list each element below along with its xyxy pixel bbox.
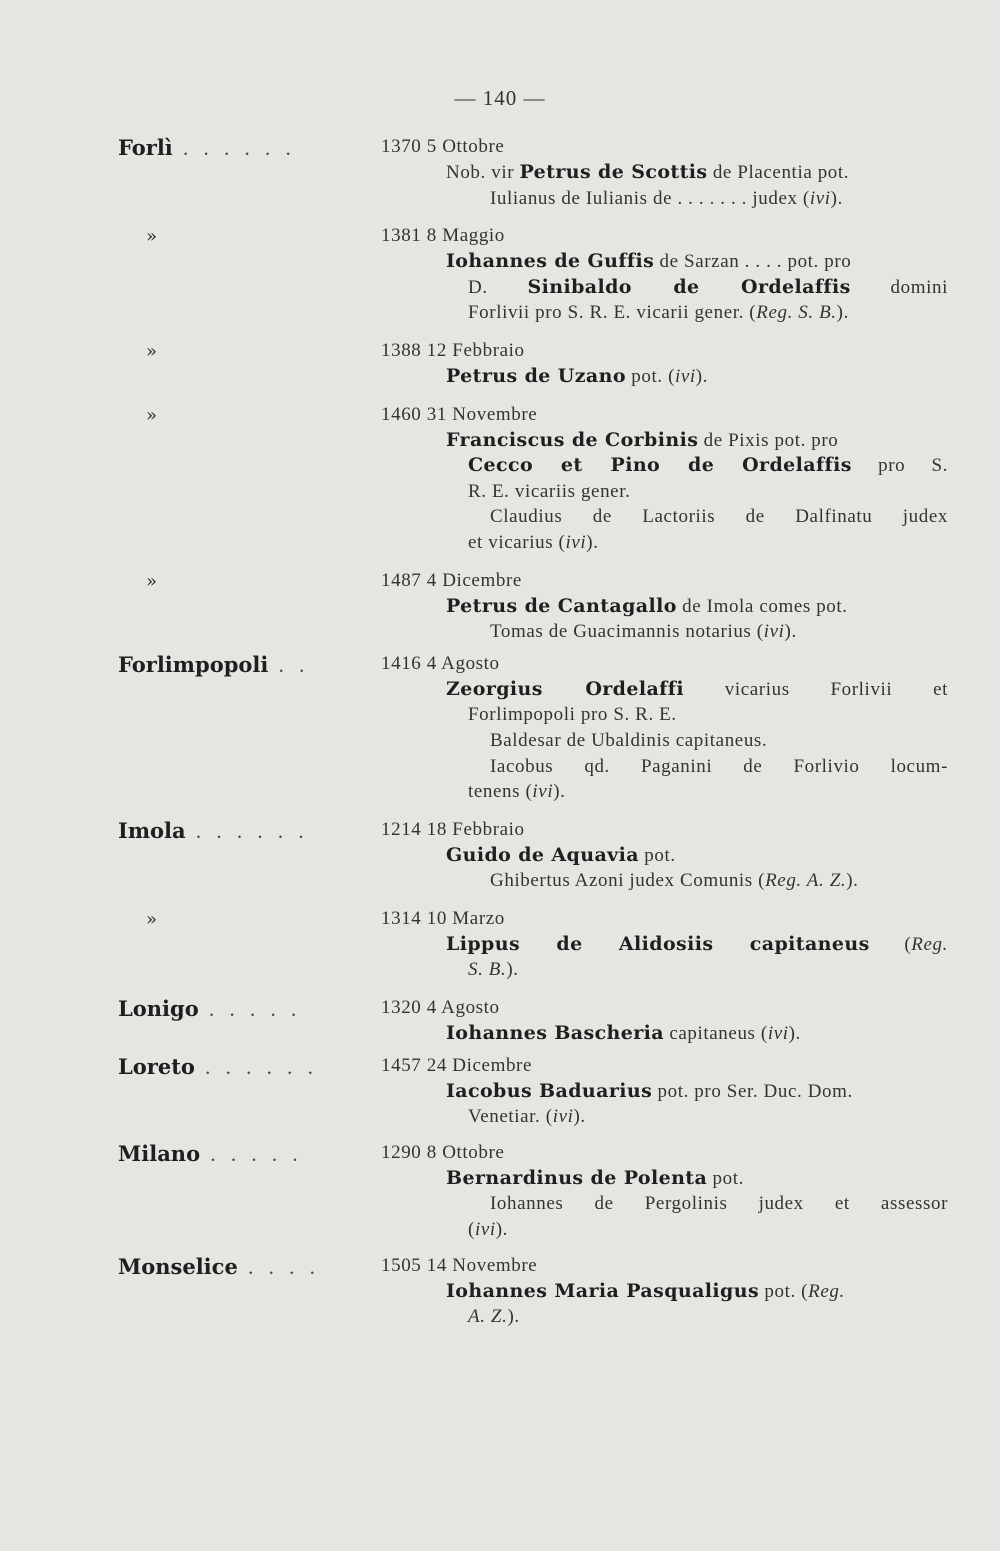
leader-dots: . . . . . <box>198 997 302 1022</box>
entry-date: 1214 18 Febbraio <box>381 818 525 840</box>
place-name <box>118 1140 358 1168</box>
text-line <box>468 453 948 479</box>
text-fragment: de Pixis pot. pro <box>698 429 839 451</box>
official-name: Bernardinus de Polenta <box>446 1166 708 1189</box>
entry-date: 1388 12 Febbraio <box>381 339 525 361</box>
entry-date: 1460 31 Novembre <box>381 403 538 425</box>
leader-dots: . . . . . . <box>194 1054 318 1079</box>
place-name <box>118 651 358 679</box>
leader-dots: . . . . . . <box>172 136 296 160</box>
source-reference: ivi <box>767 1023 789 1045</box>
text-line <box>446 843 948 869</box>
text-fragment: Iulianus de Iulianis de . . . . . . . judex ( <box>490 187 810 209</box>
place-label: Lonigo <box>118 996 199 1022</box>
text-fragment: pot. <box>707 1167 744 1189</box>
text-line <box>468 779 948 805</box>
leader-dots: . . . . . . <box>185 818 309 843</box>
text-line <box>446 594 948 620</box>
text-line <box>490 728 948 754</box>
text-fragment: ). <box>788 1023 801 1045</box>
text-line <box>468 1104 948 1130</box>
entry-date: 1381 8 Maggio <box>381 225 505 247</box>
text-fragment: Ghibertus Azoni judex Comunis ( <box>490 870 766 892</box>
text-fragment: Venetiar. ( <box>468 1106 553 1128</box>
text-fragment: de Sarzan . . . . pot. pro <box>654 251 852 273</box>
entry-date: 1290 8 Ottobre <box>381 1141 505 1163</box>
text-line <box>468 479 948 505</box>
entry-date: 1370 5 Ottobre <box>381 136 505 157</box>
register-entry <box>0 1140 1000 1243</box>
official-name: Sinibaldo de Ordelaffis <box>527 275 851 298</box>
text-line <box>468 300 948 326</box>
leader-dots: . . . . <box>237 1254 320 1279</box>
text-fragment: domini <box>850 276 948 298</box>
text-fragment: ( <box>869 933 912 955</box>
place-label: » <box>146 570 158 592</box>
place-label: » <box>146 340 158 362</box>
text-line <box>490 504 948 530</box>
entry-date: 1320 4 Agosto <box>381 997 500 1019</box>
text-fragment: Iacobus qd. Paganini de Forlivio locum- <box>490 755 948 777</box>
place-name <box>118 1253 358 1281</box>
official-name: Lippus de Alidosiis capitaneus <box>446 932 870 955</box>
text-fragment: pot. pro Ser. Duc. Dom. <box>652 1080 853 1102</box>
text-line <box>468 702 948 728</box>
text-fragment: R. E. vicariis gener. <box>468 480 631 502</box>
place-label: Loreto <box>118 1053 195 1079</box>
text-line <box>468 957 948 983</box>
place-name <box>118 817 358 845</box>
text-fragment: pot. <box>638 844 676 866</box>
place-label: » <box>146 908 158 930</box>
text-line <box>490 754 948 780</box>
text-fragment: vicarius Forlivii et <box>683 678 949 700</box>
place-label: Monselice <box>118 1253 238 1279</box>
entry-date: 1314 10 Marzo <box>381 907 505 929</box>
entry-list <box>0 134 1000 1330</box>
source-reference: Reg. <box>808 1280 845 1302</box>
text-line <box>446 1166 948 1192</box>
place-label: Forlimpopoli <box>118 651 269 677</box>
entry-date: 1416 4 Agosto <box>381 652 500 674</box>
text-line <box>446 1079 948 1105</box>
source-reference: A. Z. <box>468 1306 508 1328</box>
text-line <box>490 186 948 212</box>
text-line <box>468 1217 948 1243</box>
place-name <box>118 1053 358 1081</box>
source-reference: ivi <box>565 531 587 553</box>
place-label: » <box>146 226 158 248</box>
text-fragment: de Imola comes pot. <box>676 595 848 617</box>
text-fragment: ). <box>695 365 709 387</box>
official-name: Zeorgius Ordelaffi <box>446 677 684 700</box>
text-fragment: Nob. vir <box>446 162 520 183</box>
text-line <box>446 1279 948 1305</box>
source-reference: Reg. S. B. <box>756 302 837 324</box>
source-reference: Reg. A. Z. <box>765 870 847 892</box>
text-fragment: ). <box>573 1106 586 1128</box>
text-line <box>446 249 948 275</box>
source-reference: S. B. <box>468 959 507 981</box>
source-reference: ivi <box>474 1219 496 1241</box>
register-entry <box>0 402 1000 556</box>
source-reference: ivi <box>552 1106 574 1128</box>
register-entry <box>0 134 1000 211</box>
text-line <box>446 1021 948 1047</box>
official-name: Franciscus de Corbinis <box>446 428 699 451</box>
source-reference: ivi <box>675 365 696 387</box>
entry-date: 1487 4 Dicembre <box>381 569 522 591</box>
entry-date: 1457 24 Dicembre <box>381 1054 533 1076</box>
text-fragment: pro S. <box>851 455 948 477</box>
ditto-mark <box>146 906 386 933</box>
entry-date: 1505 14 Novembre <box>381 1254 538 1276</box>
official-name: Petrus de Cantagallo <box>446 594 677 617</box>
text-fragment: tenens ( <box>468 781 533 803</box>
text-fragment: pot. ( <box>759 1280 809 1302</box>
register-entry <box>0 995 1000 1047</box>
place-label: Forlì <box>118 135 173 160</box>
text-line <box>468 530 948 556</box>
place-name <box>118 995 358 1023</box>
text-line <box>446 364 948 390</box>
text-line <box>490 619 948 645</box>
ditto-mark <box>146 568 386 595</box>
text-line <box>446 932 948 958</box>
place-label: Milano <box>118 1140 201 1166</box>
text-fragment: ). <box>830 187 843 209</box>
text-line <box>490 1191 948 1217</box>
official-name: Iacobus Baduarius <box>446 1079 653 1102</box>
register-entry <box>0 651 1000 805</box>
text-fragment: Forlimpopoli pro S. R. E. <box>468 704 677 726</box>
text-line <box>468 1304 948 1330</box>
text-fragment: ). <box>506 959 519 981</box>
source-reference: ivi <box>532 781 554 803</box>
place-label: Imola <box>118 817 186 843</box>
source-reference: ivi <box>763 621 785 643</box>
official-name: Iohannes Maria Pasqualigus <box>446 1279 760 1302</box>
text-fragment: ). <box>836 302 849 324</box>
text-fragment: ). <box>507 1306 520 1328</box>
register-entry <box>0 1053 1000 1130</box>
register-entry <box>0 1253 1000 1330</box>
text-fragment: capitaneus ( <box>664 1023 768 1045</box>
register-entry <box>0 568 1000 645</box>
leader-dots: . . <box>268 652 310 677</box>
register-entry <box>0 338 1000 390</box>
official-name: Guido de Aquavia <box>446 843 639 866</box>
text-line <box>446 428 948 454</box>
text-fragment: D. <box>468 276 528 298</box>
register-entry <box>0 817 1000 894</box>
text-fragment: de Placentia pot. <box>707 162 850 183</box>
place-name <box>118 134 358 162</box>
text-fragment: ). <box>586 531 599 553</box>
official-name: Petrus de Scottis <box>519 161 708 183</box>
register-entry <box>0 906 1000 983</box>
source-reference: ivi <box>809 187 831 209</box>
ditto-mark <box>146 338 386 365</box>
page-number: — 140 — <box>454 86 546 110</box>
official-name: Iohannes de Guffis <box>446 250 655 273</box>
text-line <box>490 868 948 894</box>
text-fragment: et vicarius ( <box>468 531 566 553</box>
text-fragment: ( <box>468 1219 475 1241</box>
official-name: Petrus de Uzano <box>446 364 626 387</box>
text-fragment: Tomas de Guacimannis notarius ( <box>490 621 764 643</box>
ditto-mark <box>146 402 386 429</box>
source-reference: Reg. <box>911 933 948 955</box>
text-fragment: ). <box>846 870 859 892</box>
register-entry <box>0 223 1000 326</box>
ditto-mark <box>146 223 386 250</box>
official-name: Iohannes Bascheria <box>446 1022 664 1045</box>
text-fragment: Claudius de Lactoriis de Dalfinatu judex <box>490 506 948 528</box>
text-fragment: pot. ( <box>625 365 675 387</box>
text-fragment: ). <box>553 781 566 803</box>
text-fragment: ). <box>495 1219 509 1241</box>
official-name: Cecco et Pino de Ordelaffis <box>468 454 852 477</box>
leader-dots: . . . . . <box>200 1141 303 1166</box>
text-fragment: ). <box>784 621 797 643</box>
text-fragment: Iohannes de Pergolinis judex et assessor <box>490 1193 948 1215</box>
text-line <box>468 275 948 301</box>
text-fragment: Forlivii pro S. R. E. vicarii gener. ( <box>468 302 757 324</box>
place-label: » <box>146 404 158 426</box>
text-fragment: Baldesar de Ubaldinis capitaneus. <box>490 729 768 751</box>
text-line <box>446 160 948 186</box>
text-line <box>446 677 948 703</box>
